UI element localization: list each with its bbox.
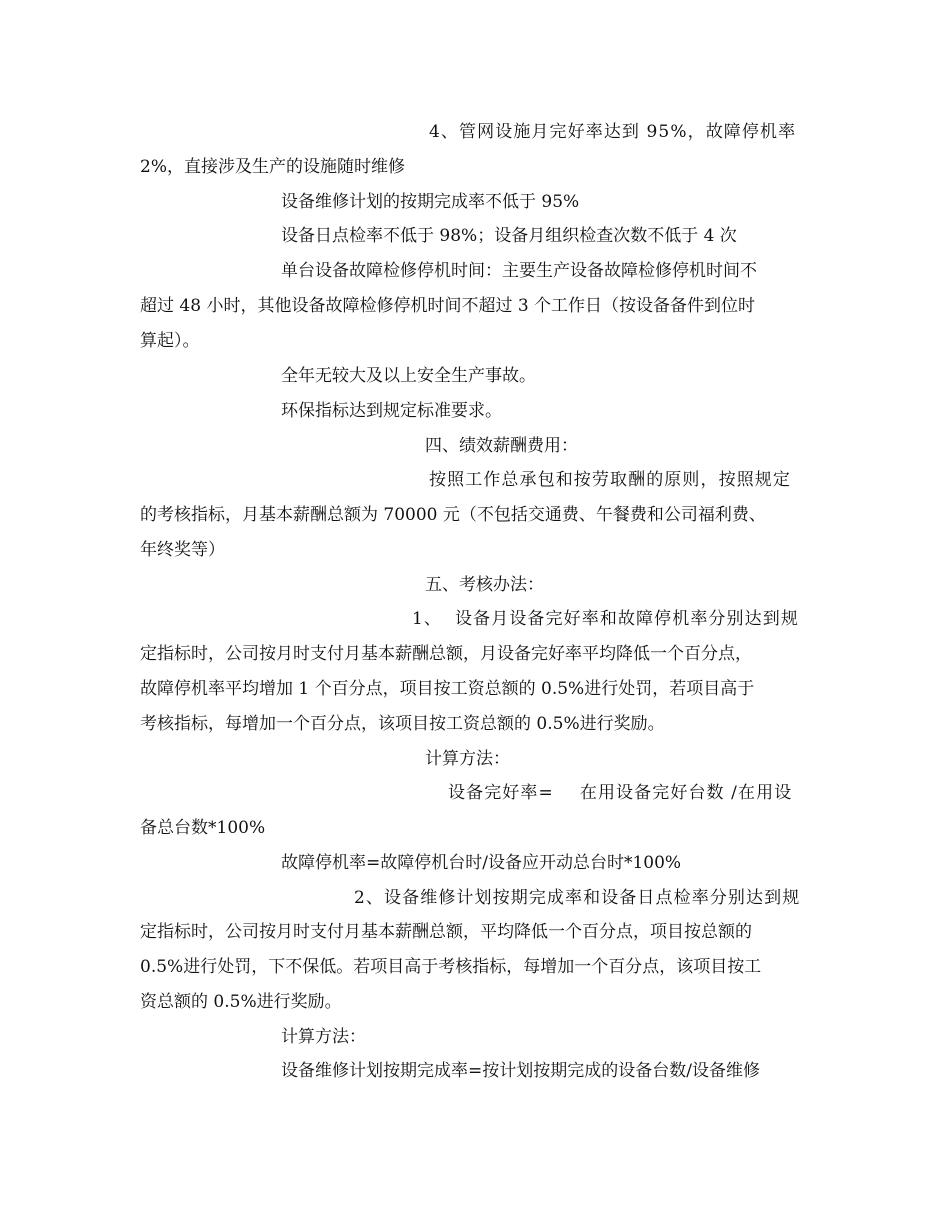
text-line: 的考核指标，月基本薪酬总额为 70000 元（不包括交通费、午餐费和公司福利费、 (140, 505, 766, 525)
formula-line: 设备维修计划按期完成率=按计划按期完成的设备台数/设备维修 (281, 1061, 760, 1081)
section-heading: 四、绩效薪酬费用： (425, 436, 578, 456)
formula-line: 故障停机率=故障停机台时/设备应开动总台时*100% (281, 853, 682, 873)
text-line: 考核指标，每增加一个百分点，该项目按工资总额的 0.5%进行奖励。 (140, 714, 665, 734)
text-line: 设备维修计划的按期完成率不低于 95% (281, 192, 580, 212)
text-line: 4、管网设施月完好率达到 95%，故障停机率 (429, 122, 797, 142)
text-line: 2%，直接涉及生产的设施随时维修 (140, 157, 405, 177)
text-line: 环保指标达到规定标准要求。 (281, 401, 502, 421)
section-heading: 五、考核办法： (425, 575, 544, 595)
text-line: 资总额的 0.5%进行奖励。 (140, 992, 342, 1012)
text-line: 单台设备故障检修停机时间：主要生产设备故障检修停机时间不 (281, 261, 757, 281)
text-line: 1、 设备月设备完好率和故障停机率分别达到规 (412, 609, 799, 629)
text-line: 定指标时，公司按月时支付月基本薪酬总额，月设备完好率平均降低一个百分点， (140, 644, 752, 664)
text-line: 计算方法： (281, 1027, 366, 1047)
formula-line: 备总台数*100% (140, 818, 266, 838)
text-line: 2、设备维修计划按期完成率和设备日点检率分别达到规 (354, 888, 801, 908)
text-line: 超过 48 小时，其他设备故障检修停机时间不超过 3 个工作日（按设备备件到位时 (140, 296, 756, 316)
text-line: 计算方法： (425, 749, 510, 769)
text-line: 定指标时，公司按月时支付月基本薪酬总额，平均降低一个百分点，项目按总额的 (140, 922, 752, 942)
text-line: 年终奖等） (140, 540, 225, 560)
text-line: 设备日点检率不低于 98%；设备月组织检查次数不低于 4 次 (281, 226, 737, 246)
formula-line: 设备完好率= 在用设备完好台数 /在用设 (448, 783, 793, 803)
text-line: 按照工作总承包和按劳取酬的原则，按照规定 (429, 470, 791, 490)
text-line: 全年无较大及以上安全生产事故。 (281, 366, 536, 386)
text-line: 故障停机率平均增加 1 个百分点，项目按工资总额的 0.5%进行处罚，若项目高于 (140, 679, 755, 699)
text-line: 算起）。 (140, 331, 200, 351)
text-line: 0.5%进行处罚，下不保低。若项目高于考核指标，每增加一个百分点，该项目按工 (140, 957, 762, 977)
